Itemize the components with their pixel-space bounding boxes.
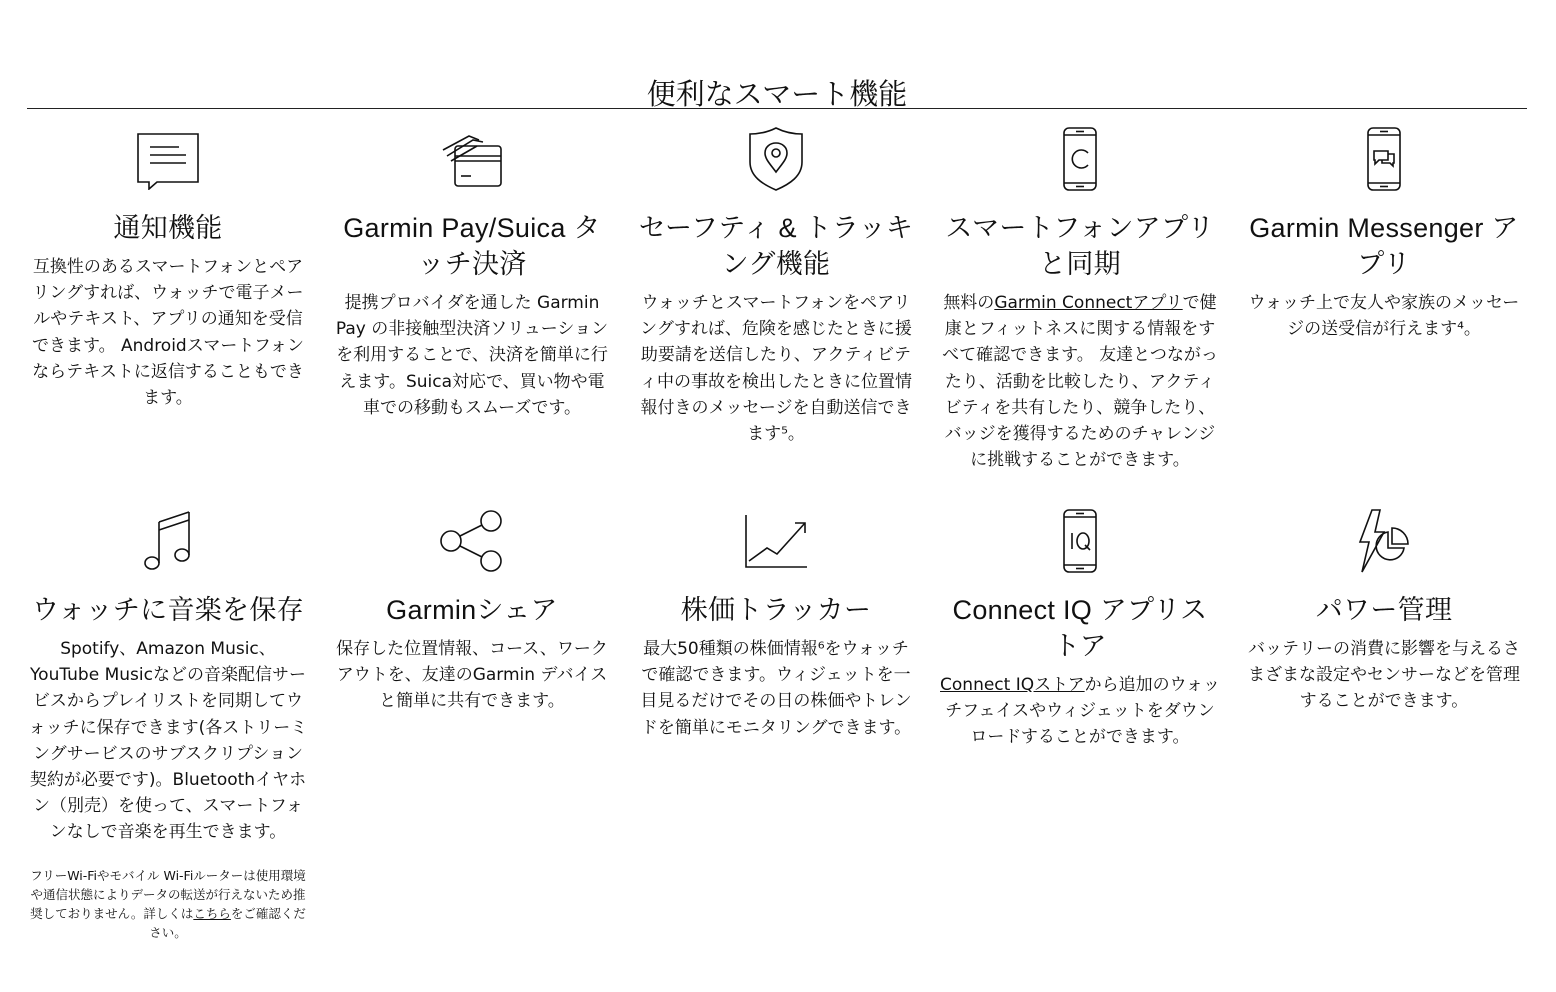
feature-title: Garminシェア (386, 595, 558, 625)
notification-bubble-icon (27, 126, 309, 192)
power-pie-icon (1243, 508, 1525, 574)
shield-location-icon (635, 126, 917, 192)
feature-notifications (27, 126, 309, 411)
connect-iq-store-link[interactable]: Connect IQストア (940, 675, 1085, 695)
feature-title: スマートフォンアプリと同期 (945, 213, 1215, 279)
garmin-connect-link[interactable]: Garmin Connectアプリ (994, 293, 1183, 313)
feature-description: 最大50種類の株価情報⁶をウォッチで確認できます。ウィジェットを一目見るだけでその日の株価やトレンドを簡単にモニタリングできます。 (640, 639, 912, 738)
wifi-note: フリーWi-Fiやモバイル Wi-Fiルーターは使用環境や通信状態によりデータの転送が行えないため推奨しておりません。詳しくはこちらをご確認ください。 (30, 867, 306, 940)
feature-title: Garmin Pay/Suica タッチ決済 (343, 213, 601, 279)
feature-description: 互換性のあるスマートフォンとペアリングすれば、ウォッチで電子メールやテキスト、アプリの通知を受信できます。 Androidスマートフォンならテキストに返信することもできます。 (31, 257, 305, 409)
feature-music (27, 508, 309, 954)
phone-messenger-icon (1243, 126, 1525, 192)
feature-description: ウォッチとスマートフォンをペアリングすれば、危険を感じたときに援助要請を送信したり、アクティビティ中の事故を検出したときに位置情報付きのメッセージを自動送信できます⁵。 (640, 293, 912, 445)
feature-app-sync (939, 126, 1221, 473)
feature-safety-tracking (635, 126, 917, 447)
feature-title: Garmin Messenger アプリ (1249, 213, 1519, 279)
feature-connect-iq (939, 508, 1221, 751)
feature-description: Connect IQストアから追加のウォッチフェイスやウィジェットをダウンロードすることができます。 (940, 675, 1220, 748)
feature-garmin-share (331, 508, 613, 715)
feature-garmin-pay (331, 126, 613, 421)
feature-title: セーフティ & トラッキング機能 (638, 213, 914, 279)
feature-description: Spotify、Amazon Music、YouTube Musicなどの音楽配信サービスからプレイリストを同期してウォッチに保存できます(各ストリーミングサービスのサブスクリプション契約が必要です)。Bluetoothイヤホン（別売）を使って、スマートフォンなしで音楽を再生できます。 (28, 639, 308, 843)
music-notes-icon (27, 508, 309, 574)
phone-iq-icon (939, 508, 1221, 574)
share-icon (331, 508, 613, 574)
feature-title: ウォッチに音楽を保存 (32, 595, 304, 625)
feature-title: Connect IQ アプリストア (952, 595, 1208, 661)
feature-description: 無料のGarmin Connectアプリで健康とフィットネスに関する情報をすべて確認できます。 友達とつながったり、活動を比較したり、アクティビティを共有したり、競争したり、バッジを獲得するためのチャレンジに挑戦することができます。 (942, 293, 1218, 471)
feature-description: 提携プロバイダを通した Garmin Pay の非接触型決済ソリューションを利用することで、決済を簡単に行えます。Suica対応で、買い物や電車での移動もスムーズです。 (335, 293, 609, 418)
feature-title: 通知機能 (113, 213, 223, 243)
feature-title: パワー管理 (1315, 595, 1453, 625)
feature-description: バッテリーの消費に影響を与えるさまざまな設定やセンサーなどを管理することができます。 (1248, 639, 1520, 712)
feature-description: ウォッチ上で友人や家族のメッセージの送受信が行えます⁴。 (1248, 293, 1520, 340)
stock-chart-icon (635, 508, 917, 574)
feature-messenger (1243, 126, 1525, 342)
section-title: 便利なスマート機能 (27, 72, 1527, 109)
feature-power-management (1243, 508, 1525, 715)
feature-description: 保存した位置情報、コース、ワークアウトを、友達のGarmin デバイスと簡単に共有できます。 (336, 639, 608, 712)
phone-sync-icon (939, 126, 1221, 192)
feature-stock-tracker (635, 508, 917, 741)
payment-cards-icon (331, 126, 613, 192)
details-link[interactable]: こちら (193, 905, 231, 921)
feature-title: 株価トラッカー (680, 595, 872, 625)
